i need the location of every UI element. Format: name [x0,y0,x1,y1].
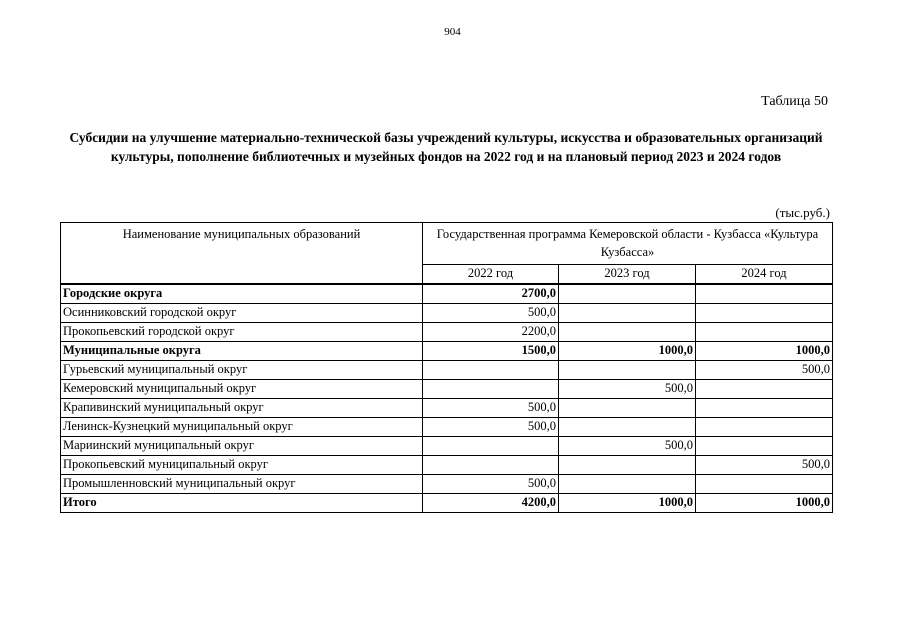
table-row [61,437,833,456]
cell-2022: 500,0 [423,475,559,494]
cell-name: Прокопьевский муниципальный округ [61,456,423,475]
column-header-2022: 2022 год [423,265,559,285]
table-row-subtotal [61,342,833,361]
cell-2024: 500,0 [696,456,833,475]
cell-2022: 4200,0 [423,494,559,513]
cell-2023: 1000,0 [559,342,696,361]
cell-2023: 500,0 [559,437,696,456]
cell-2024 [696,304,833,323]
page-number: 904 [444,26,461,38]
cell-2024: 1000,0 [696,342,833,361]
cell-2024: 500,0 [696,361,833,380]
table-row-subtotal [61,494,833,513]
cell-2024 [696,380,833,399]
cell-2023 [559,304,696,323]
units-label: (тыс.руб.) [775,205,830,220]
cell-2023 [559,399,696,418]
table-row [61,323,833,342]
table-row [61,304,833,323]
table-row [61,418,833,437]
column-header-program: Государственная программа Кемеровской области - Кузбасса «Культура Кузбасса» [423,223,833,265]
cell-2024 [696,284,833,304]
cell-2023 [559,284,696,304]
cell-2023 [559,475,696,494]
cell-2022: 500,0 [423,418,559,437]
cell-name: Городские округа [61,284,423,304]
cell-2024 [696,399,833,418]
cell-2024 [696,437,833,456]
cell-name: Прокопьевский городской округ [61,323,423,342]
table-row-subtotal [61,284,833,304]
column-header-2024: 2024 год [696,265,833,285]
table-row [61,456,833,475]
cell-2022 [423,361,559,380]
subsidies-table [60,222,833,513]
cell-2022: 500,0 [423,304,559,323]
column-header-2023: 2023 год [559,265,696,285]
document-title: Субсидии на улучшение материально-технической базы учреждений культуры, искусства и образовательных организаций культуры, пополнение библиотечных и музейных фондов на 2022 год и на плановый период 2023 и 2024 годов [69,130,823,164]
table-body [61,284,833,513]
cell-name: Ленинск-Кузнецкий муниципальный округ [61,418,423,437]
cell-2022: 1500,0 [423,342,559,361]
cell-2024 [696,475,833,494]
cell-2024 [696,323,833,342]
cell-name: Муниципальные округа [61,342,423,361]
cell-2024 [696,418,833,437]
cell-name: Кемеровский муниципальный округ [61,380,423,399]
cell-2022: 2700,0 [423,284,559,304]
cell-name: Промышленновский муниципальный округ [61,475,423,494]
table-row [61,475,833,494]
cell-name: Крапивинский муниципальный округ [61,399,423,418]
table-row [61,380,833,399]
cell-2023 [559,361,696,380]
column-header-name: Наименование муниципальных образований [61,223,423,285]
cell-2022 [423,380,559,399]
cell-2022: 500,0 [423,399,559,418]
cell-2022 [423,456,559,475]
table-label: Таблица 50 [761,94,828,109]
cell-2023 [559,418,696,437]
cell-2022 [423,437,559,456]
cell-name: Итого [61,494,423,513]
table-row [61,361,833,380]
cell-2023 [559,323,696,342]
table-row [61,399,833,418]
cell-name: Гурьевский муниципальный округ [61,361,423,380]
cell-2023: 500,0 [559,380,696,399]
cell-2024: 1000,0 [696,494,833,513]
cell-2023 [559,456,696,475]
cell-name: Мариинский муниципальный округ [61,437,423,456]
cell-name: Осинниковский городской округ [61,304,423,323]
cell-2022: 2200,0 [423,323,559,342]
cell-2023: 1000,0 [559,494,696,513]
